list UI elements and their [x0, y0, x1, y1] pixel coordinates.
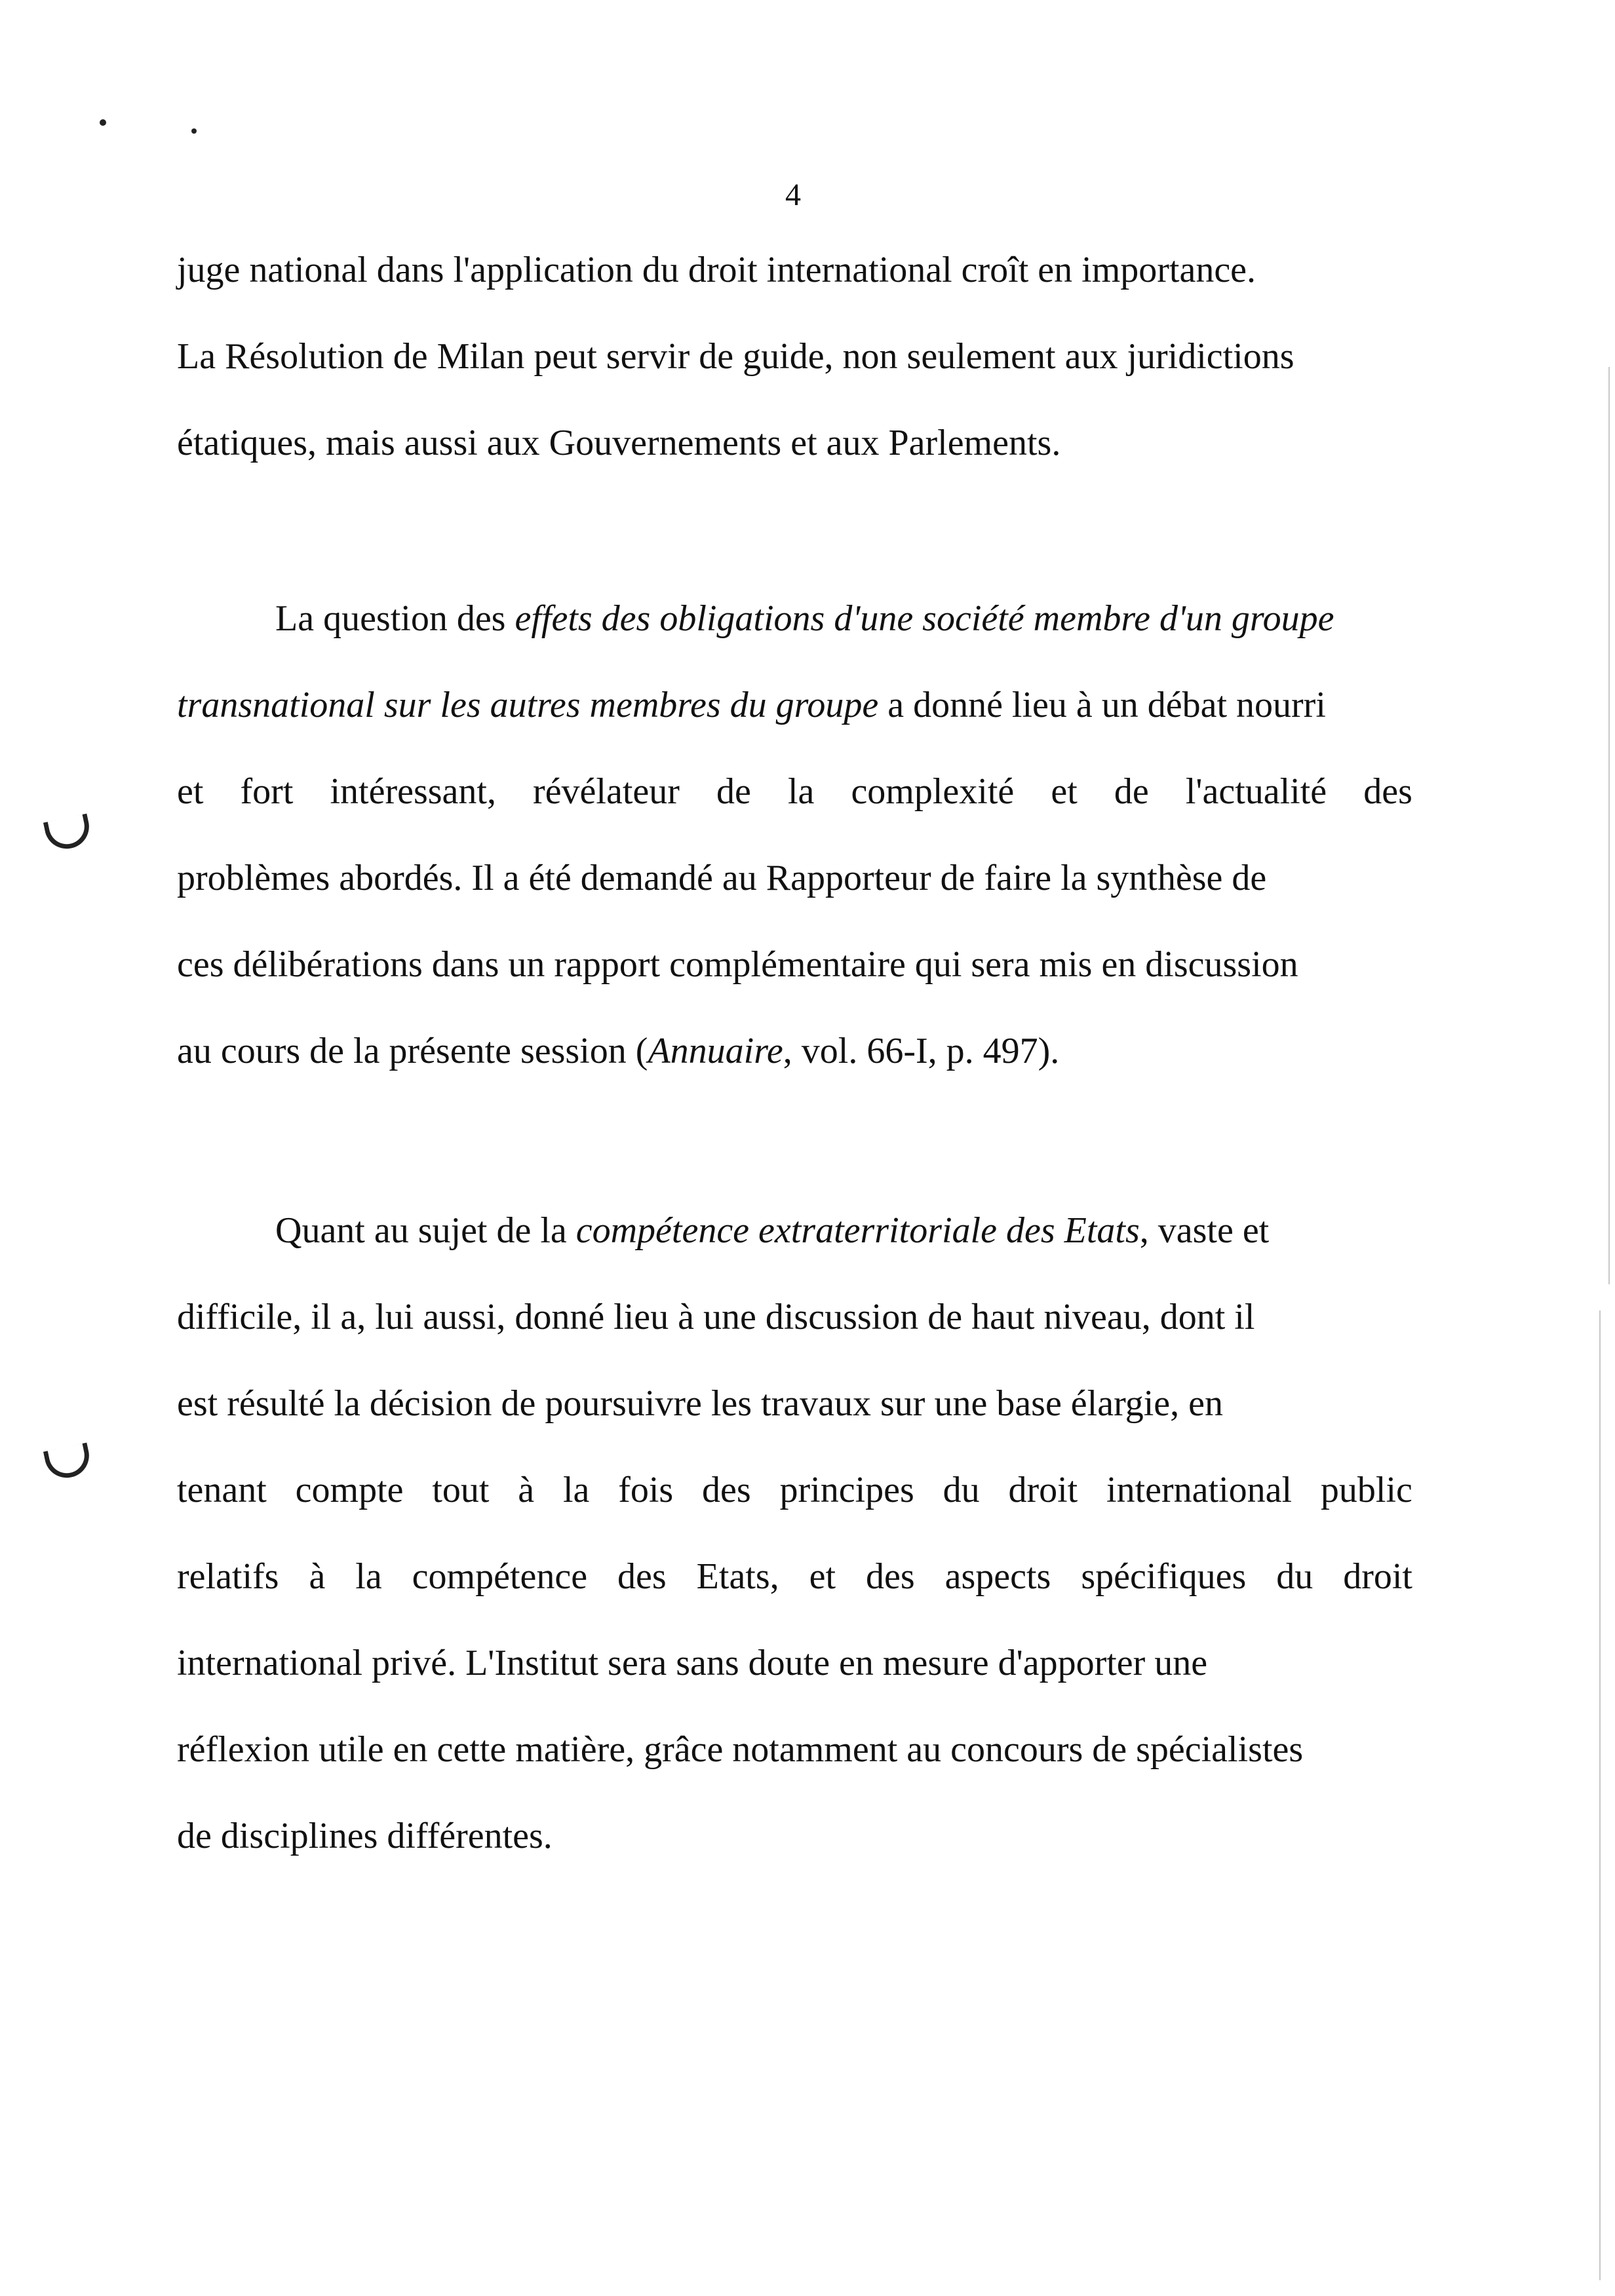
word: relatifs [177, 1556, 279, 1597]
word: spécifiques [1081, 1556, 1247, 1597]
paragraph-3-line: réflexion utile en cette matière, grâce notamment au concours de spécialistes [177, 1729, 1304, 1770]
scan-edge-line [1608, 367, 1610, 1284]
word: de [716, 771, 751, 812]
word: la [562, 1470, 590, 1510]
paragraph-2-line: La question des effets des obligations d'une société membre d'un groupe [275, 598, 1334, 639]
word: intéressant, [330, 771, 496, 812]
word: des [866, 1556, 915, 1597]
scan-edge-line [1599, 1311, 1601, 2280]
word: à [309, 1556, 326, 1597]
scan-curve-mark [43, 1442, 93, 1482]
word: fois [618, 1470, 674, 1510]
paragraph-1-line: étatiques, mais aussi aux Gouvernements et aux Parlements. [177, 423, 1061, 463]
paragraph-2-line: ces délibérations dans un rapport complémentaire qui sera mis en discussion [177, 944, 1298, 985]
word: tenant [177, 1470, 267, 1510]
word: international [1106, 1470, 1293, 1510]
word: du [943, 1470, 980, 1510]
word: aspects [944, 1556, 1051, 1597]
paragraph-2-line: problèmes abordés. Il a été demandé au Rapporteur de faire la synthèse de [177, 858, 1267, 898]
paragraph-2-line: au cours de la présente session (Annuaire, vol. 66-I, p. 497). [177, 1031, 1060, 1071]
word: compte [295, 1470, 404, 1510]
paragraph-3-line [177, 1466, 1412, 1514]
word: l'actualité [1185, 771, 1327, 812]
word: et [177, 771, 204, 812]
word: des [702, 1470, 751, 1510]
paragraph-1-line: juge national dans l'application du droit international croît en importance. [177, 250, 1256, 290]
paragraph-2-line [177, 768, 1412, 815]
word: de [1114, 771, 1149, 812]
word: à [518, 1470, 535, 1510]
paragraph-1-line: La Résolution de Milan peut servir de guide, non seulement aux juridictions [177, 336, 1294, 377]
paragraph-3-line: de disciplines différentes. [177, 1816, 553, 1856]
word: du [1276, 1556, 1313, 1597]
word: principes [779, 1470, 914, 1510]
paragraph-2-line: transnational sur les autres membres du groupe a donné lieu à un débat nourri [177, 685, 1326, 725]
word: fort [240, 771, 294, 812]
word: des [617, 1556, 667, 1597]
word: droit [1008, 1470, 1078, 1510]
word: la [787, 771, 815, 812]
word: compétence [412, 1556, 588, 1597]
scan-dot-mark [191, 128, 197, 134]
paragraph-3-line: Quant au sujet de la compétence extraterritoriale des Etats, vaste et [275, 1210, 1270, 1251]
paragraph-3-line: est résulté la décision de poursuivre les travaux sur une base élargie, en [177, 1383, 1223, 1424]
scan-curve-mark [43, 813, 93, 852]
word: droit [1343, 1556, 1412, 1597]
word: tout [432, 1470, 490, 1510]
word: révélateur [533, 771, 680, 812]
paragraph-3-line: international privé. L'Institut sera sans doute en mesure d'apporter une [177, 1643, 1208, 1683]
word: et [1051, 771, 1078, 812]
paragraph-3-line [177, 1553, 1412, 1600]
word: la [355, 1556, 382, 1597]
word: Etats, [696, 1556, 779, 1597]
word: des [1363, 771, 1412, 812]
word: complexité [851, 771, 1015, 812]
page-number: 4 [785, 178, 801, 212]
word: public [1320, 1470, 1412, 1510]
word: et [809, 1556, 836, 1597]
scan-dot-mark [100, 119, 106, 126]
paragraph-3-line: difficile, il a, lui aussi, donné lieu à une discussion de haut niveau, dont il [177, 1297, 1255, 1337]
